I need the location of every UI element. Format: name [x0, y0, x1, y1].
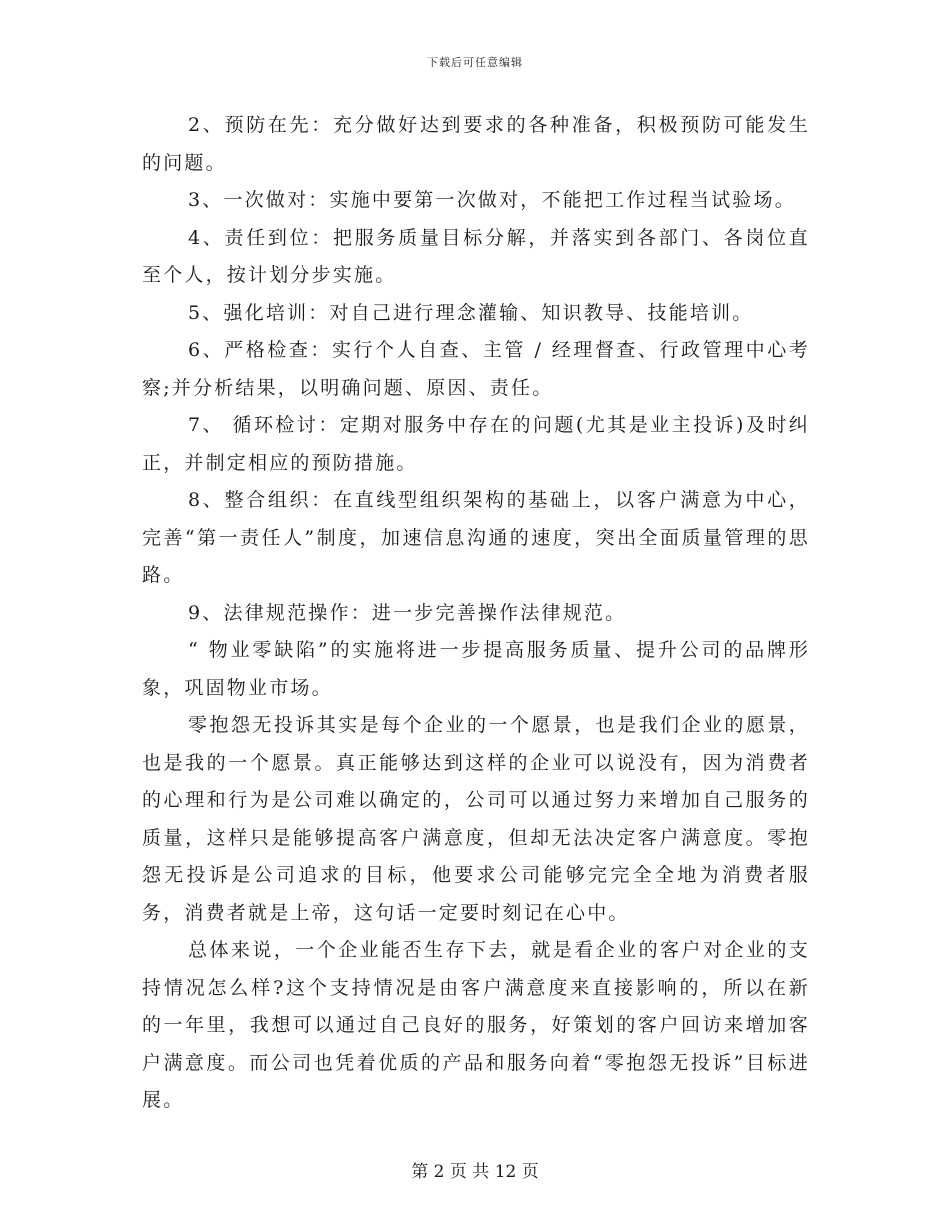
- paragraph-item-3: 3、一次做对：实施中要第一次做对，不能把工作过程当试验场。: [188, 189, 796, 211]
- paragraph-item-6: 6、严格检查：实行个人自查、主管 / 经理督查、行政管理中心考察;并分析结果，以明确问题、原因、责任。: [142, 339, 810, 399]
- paragraph-item-7: 7、 循环检讨：定期对服务中存在的问题(尤其是业主投诉)及时纠正，并制定相应的预防措施。: [142, 414, 810, 474]
- document-body: [142, 107, 810, 1120]
- paragraph-item-2: 2、预防在先：充分做好达到要求的各种准备，积极预防可能发生的问题。: [142, 114, 810, 174]
- paragraph-item-9: 9、法律规范操作：进一步完善操作法律规范。: [188, 601, 627, 624]
- paragraph-summary: 总体来说，一个企业能否生存下去，就是看企业的客户对企业的支持情况怎么样?这个支持情况是由客户满意度来直接影响的，所以在新的一年里，我想可以通过自己良好的服务，好策划的客户回访来增加客户满意度。而公司也凭着优质的产品和服务向着“零抱怨无投诉”目标进展。: [142, 939, 810, 1111]
- page-header: 下载后可任意编辑: [427, 56, 523, 69]
- paragraph-zero-complaint: 零抱怨无投诉其实是每个企业的一个愿景，也是我们企业的愿景，也是我的一个愿景。真正能够达到这样的企业可以说没有，因为消费者的心理和行为是公司难以确定的，公司可以通过努力来增加自己服务的质量，这样只是能够提高客户满意度，但却无法决定客户满意度。零抱怨无投诉是公司追求的目标，他要求公司能够完完全全地为消费者服务，消费者就是上帝，这句话一定要时刻记在心中。: [142, 714, 810, 924]
- page-footer: [0, 1157, 950, 1182]
- paragraph-item-4: 4、责任到位：把服务质量目标分解，并落实到各部门、各岗位直至个人，按计划分步实施。: [142, 226, 810, 286]
- paragraph-item-5: 5、强化培训：对自己进行理念灌输、知识教导、技能培训。: [188, 301, 754, 324]
- page-number: 第 2 页 共 12 页: [411, 1162, 539, 1182]
- paragraph-item-8: 8、整合组织：在直线型组织架构的基础上，以客户满意为中心，完善“第一责任人”制度，加速信息沟通的速度，突出全面质量管理的思路。: [142, 489, 810, 586]
- paragraph-zero-defect: “ 物业零缺陷”的实施将进一步提高服务质量、提升公司的品牌形象，巩固物业市场。: [142, 639, 810, 699]
